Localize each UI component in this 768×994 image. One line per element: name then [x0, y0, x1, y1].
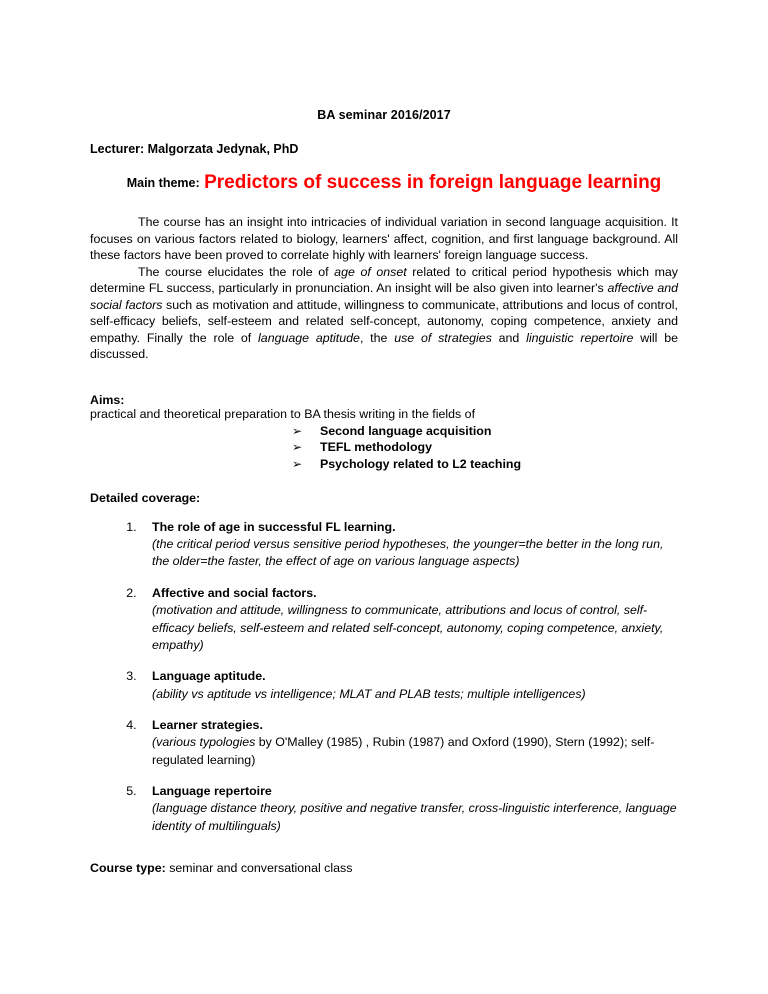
coverage-item-title: 3. Language aptitude. [152, 669, 266, 684]
lecturer-line: Lecturer: Malgorzata Jedynak, PhD [90, 142, 299, 156]
p2-part-g: , the [359, 330, 395, 345]
p2-part-i: and [491, 330, 527, 345]
aims-item-label: TEFL methodology [320, 440, 432, 455]
aims-item-label: Psychology related to L2 teaching [320, 456, 522, 471]
p2-italic-linguistic-repertoire: linguistic repertoire [526, 330, 634, 345]
coverage-list [90, 519, 678, 835]
course-type-value: seminar and conversational class [165, 861, 353, 876]
p2-part-e: such as motivation and attitude, willingness to communicate, attributions and locus of control, self-efficacy beliefs, self-esteem and related self-concept, autonomy, coping competence, anxiety and empathy. Finally the role of [90, 297, 679, 345]
arrow-bullet-icon: ➢ [292, 440, 303, 455]
main-theme-value: Predictors of success in foreign language learning [204, 172, 662, 193]
p2-italic-affective-social: affective and social factors [90, 281, 679, 312]
aims-list [90, 423, 678, 473]
main-theme-label: Main theme: [126, 176, 200, 190]
aims-item-label: Second language acquisition [320, 423, 492, 438]
coverage-item-description: (motivation and attitude, willingness to communicate, attributions and locus of control, self-efficacy beliefs, self-esteem and related self-concept, autonomy, coping competence, anxiety, empathy) [152, 603, 664, 652]
list-item [140, 585, 678, 654]
list-item [90, 456, 678, 473]
list-item [90, 423, 678, 440]
list-item [140, 783, 678, 835]
detailed-coverage-label: Detailed coverage: [90, 490, 201, 505]
main-theme [90, 172, 678, 194]
spacer [90, 363, 678, 393]
p2-italic-age-of-onset: age of onset [334, 264, 407, 279]
page-title: BA seminar 2016/2017 [317, 108, 451, 122]
list-item [90, 439, 678, 456]
coverage-item-description [152, 734, 678, 769]
intro-paragraph-1: The course has an insight into intricacies of individual variation in second language acquisition. It focuses on various factors related to biology, learners' affect, cognition, and first language background. All these factors have been proved to correlate highly with learners' foreign language success. [90, 215, 678, 262]
p2-part-a: The course elucidates the role of [138, 264, 335, 279]
intro-paragraph-2 [90, 264, 678, 363]
coverage-item-description: (language distance theory, positive and negative transfer, cross-linguistic interference, language identity of multilinguals) [152, 801, 677, 833]
list-item [140, 717, 678, 769]
list-item [140, 668, 678, 703]
course-type [90, 861, 678, 875]
arrow-bullet-icon: ➢ [292, 456, 303, 471]
aims-intro: practical and theoretical preparation to BA thesis writing in the fields of [90, 406, 476, 421]
course-type-label: Course type: [90, 861, 166, 876]
p2-italic-language-aptitude: language aptitude [258, 330, 360, 345]
coverage-item-description: (ability vs aptitude vs intelligence; MLAT and PLAB tests; multiple intelligences) [152, 686, 586, 701]
coverage-item-title: 2. Affective and social factors. [152, 585, 317, 600]
coverage-item-title: 4. Learner strategies. [152, 717, 263, 732]
coverage-desc-italic: (various typologies [152, 735, 259, 750]
coverage-item-title: 5. Language repertoire [152, 784, 272, 799]
list-item [140, 519, 678, 571]
p2-part-c: related to critical period hypothesis which may determine FL success, particularly in pronunciation. An insight will be also given into learner's [90, 264, 679, 295]
p2-italic-use-of-strategies: use of strategies [394, 330, 492, 345]
spacer [90, 473, 678, 491]
arrow-bullet-icon: ➢ [292, 423, 303, 438]
p2-part-k: will be discussed. [90, 330, 679, 361]
coverage-item-description: (the critical period versus sensitive period hypotheses, the younger=the better in the long run, the older=the faster, the effect of age on various language aspects) [152, 537, 664, 569]
coverage-item-title: 1. The role of age in successful FL learning. [152, 519, 396, 534]
coverage-desc-roman: by O'Malley (1985) , Rubin (1987) and Oxford (1990), Stern (1992); self-regulated learning) [152, 735, 655, 767]
aims-label: Aims: [90, 392, 125, 407]
